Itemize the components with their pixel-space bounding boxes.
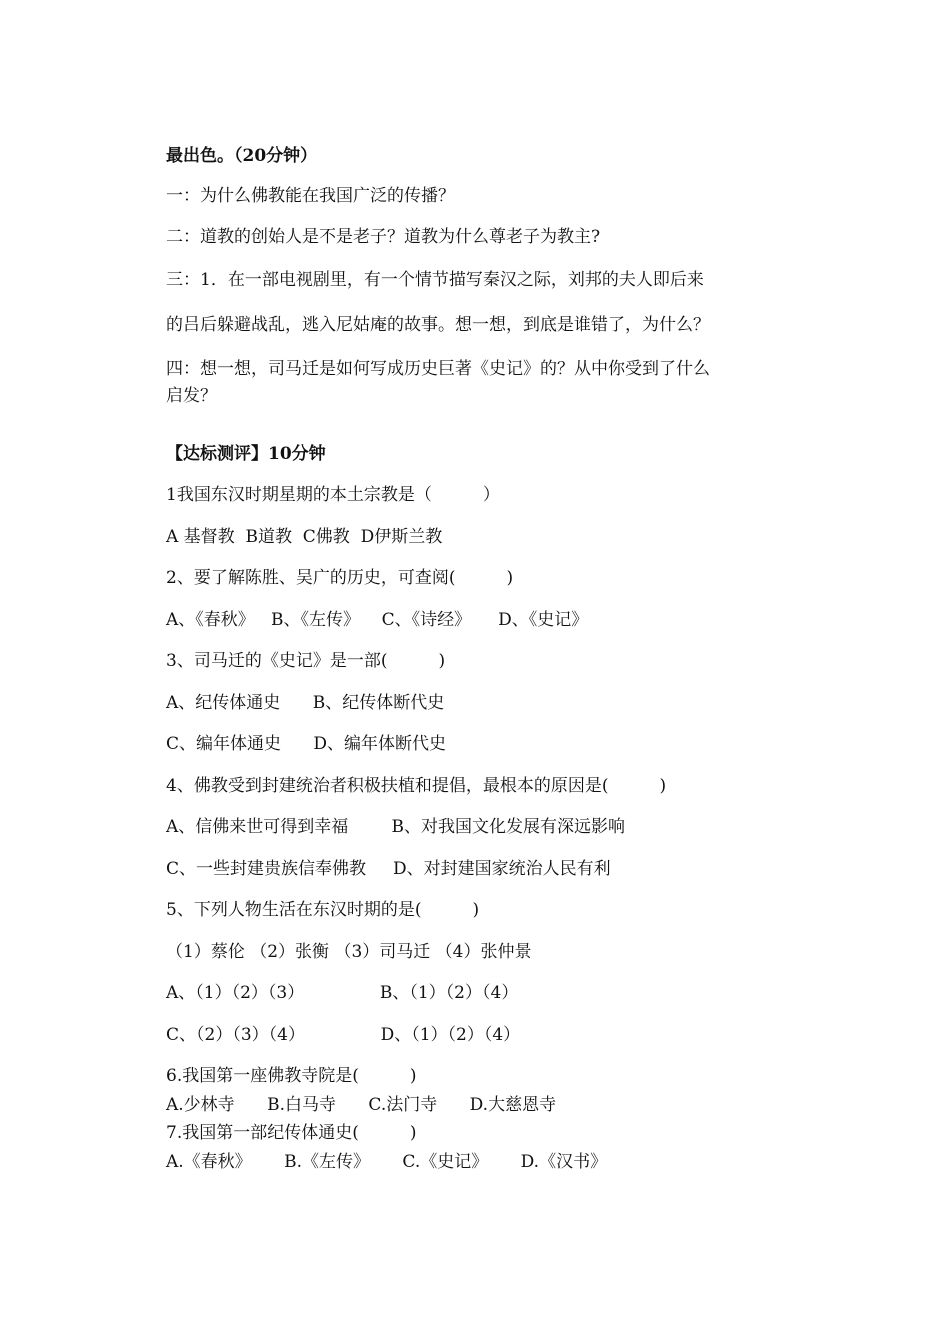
question-3-line-2: 的吕后躲避战乱，逃入尼姑庵的故事。想一想，到底是谁错了，为什么？ <box>166 315 710 335</box>
question-2: 二：道教的创始人是不是老子？道教为什么尊老子为教主? <box>166 227 601 247</box>
assessment-line: 2、要了解陈胜、吴广的历史，可查阅( ) <box>166 568 514 588</box>
assessment-line: C、编年体通史 D、编年体断代史 <box>166 734 447 754</box>
assessment-line: A 基督教 B道教 C佛教 D伊斯兰教 <box>166 527 443 547</box>
question-4-line-1: 四：想一想，司马迁是如何写成历史巨著《史记》的？从中你受到了什么 <box>166 359 710 379</box>
assessment-line: 5、下列人物生活在东汉时期的是( ) <box>166 900 480 920</box>
assessment-line: A、（1）（2）（3） B、（1）（2）（4） <box>166 983 519 1003</box>
assessment-line: 3、司马迁的《史记》是一部( ) <box>166 651 446 671</box>
assessment-line: 4、佛教受到封建统治者积极扶植和提倡，最根本的原因是( ) <box>166 776 667 796</box>
assessment-line: A、《春秋》 B、《左传》 C、《诗经》 D、《史记》 <box>166 610 589 630</box>
assessment-line: A.少林寺 B.白马寺 C.法门寺 D.大慈恩寺 <box>166 1095 557 1115</box>
assessment-title: 【达标测评】10分钟 <box>166 444 326 464</box>
assessment-line: C、（2）（3）（4） D、（1）（2）（4） <box>166 1025 521 1045</box>
question-4-line-2: 启发？ <box>166 386 217 406</box>
section-header: 最出色。（20分钟） <box>166 146 318 166</box>
assessment-line: A、信佛来世可得到幸福 B、对我国文化发展有深远影响 <box>166 817 625 837</box>
assessment-line: 6.我国第一座佛教寺院是( ) <box>166 1066 417 1086</box>
question-1: 一：为什么佛教能在我国广泛的传播？ <box>166 186 455 206</box>
question-3-line-1: 三：1．在一部电视剧里，有一个情节描写秦汉之际，刘邦的夫人即后来 <box>166 270 704 290</box>
assessment-line: 1我国东汉时期星期的本土宗教是（ ） <box>166 485 500 505</box>
assessment-line: A.《春秋》 B.《左传》 C.《史记》 D.《汉书》 <box>166 1152 608 1172</box>
assessment-line: 7.我国第一部纪传体通史( ) <box>166 1123 417 1143</box>
assessment-line: A、纪传体通史 B、纪传体断代史 <box>166 693 445 713</box>
assessment-line: C、一些封建贵族信奉佛教 D、对封建国家统治人民有利 <box>166 859 611 879</box>
assessment-line: （1）蔡伦 （2）张衡 （3）司马迁 （4）张仲景 <box>166 942 532 962</box>
